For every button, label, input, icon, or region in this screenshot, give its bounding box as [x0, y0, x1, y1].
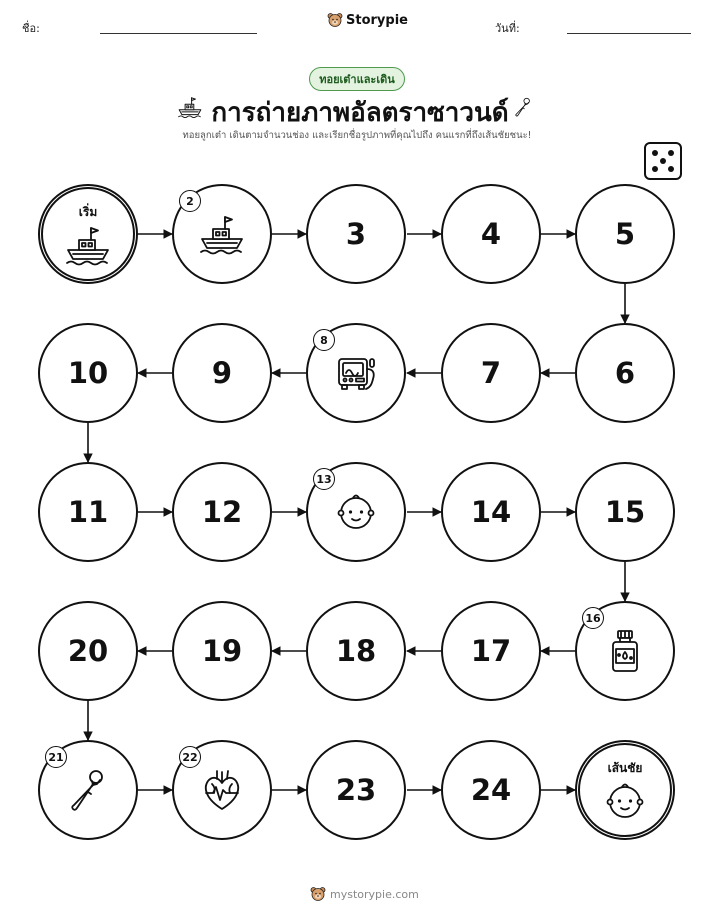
boat-icon: [198, 210, 246, 258]
cell-number: 16: [582, 607, 604, 629]
cell-2: [172, 184, 272, 284]
cell-number: 4: [480, 217, 502, 251]
cell-3: [306, 184, 406, 284]
cell-number: 13: [313, 468, 335, 490]
cell-number: 15: [604, 495, 646, 529]
cell-number: 21: [45, 746, 67, 768]
boat-title-icon: [176, 94, 204, 120]
cell-8: [306, 323, 406, 423]
cell-10: [38, 323, 138, 423]
bear-logo-icon: [327, 12, 343, 28]
cell-number: 7: [480, 356, 502, 390]
cell-number: 11: [67, 495, 109, 529]
ultrasound-probe-icon: [64, 766, 112, 814]
probe-title-icon: [512, 92, 534, 122]
footer-url: mystorypie.com: [330, 887, 419, 901]
cell-6: [575, 323, 675, 423]
date-field[interactable]: [567, 33, 691, 34]
cell-finish: [575, 740, 675, 840]
cell-number: 3: [345, 217, 367, 251]
cell-24: [441, 740, 541, 840]
cell-12: [172, 462, 272, 562]
cell-22: [172, 740, 272, 840]
bear-logo-icon: [310, 886, 326, 902]
brand-logo: [327, 12, 408, 28]
cell-18: [306, 601, 406, 701]
game-type-badge: ทอยเต๋าและเดิน: [309, 67, 405, 91]
cell-number: 19: [201, 634, 243, 668]
cell-number: 18: [335, 634, 377, 668]
footer: [310, 886, 419, 902]
cell-number: 12: [201, 495, 243, 529]
cell-23: [306, 740, 406, 840]
cell-17: [441, 601, 541, 701]
cell-5: [575, 184, 675, 284]
cell-number: 2: [179, 190, 201, 212]
cell-number: 20: [67, 634, 109, 668]
cell-number: 10: [67, 356, 109, 390]
cell-13: [306, 462, 406, 562]
name-field[interactable]: [100, 33, 257, 34]
cell-number: 5: [614, 217, 636, 251]
name-label: ชื่อ:: [22, 22, 40, 35]
cell-15: [575, 462, 675, 562]
cell-14: [441, 462, 541, 562]
baby-face-icon: [601, 777, 649, 825]
cell-21: [38, 740, 138, 840]
finish-label: เส้นชัย: [607, 761, 643, 775]
cell-20: [38, 601, 138, 701]
gel-bottle-icon: [601, 627, 649, 675]
cell-number: 6: [614, 356, 636, 390]
cell-19: [172, 601, 272, 701]
cell-start: [38, 184, 138, 284]
boat-icon: [64, 221, 112, 269]
dice-icon: [644, 142, 682, 180]
baby-face-icon: [332, 488, 380, 536]
ultrasound-machine-icon: [332, 349, 380, 397]
cell-4: [441, 184, 541, 284]
instructions: ทอยลูกเต๋า เดินตามจำนวนช่อง และเรียกชื่อรูปภาพที่คุณไปถึง คนแรกที่ถึงเส้นชัยชนะ!: [182, 130, 532, 141]
cell-number: 24: [470, 773, 512, 807]
cell-number: 23: [335, 773, 377, 807]
cell-7: [441, 323, 541, 423]
date-label: วันที่:: [495, 22, 520, 35]
cell-number: 22: [179, 746, 201, 768]
brand-name: Storypie: [346, 12, 408, 28]
cell-number: 14: [470, 495, 512, 529]
cell-9: [172, 323, 272, 423]
cell-number: 8: [313, 329, 335, 351]
start-label: เริ่ม: [78, 205, 98, 219]
heart-icon: [198, 766, 246, 814]
cell-16: [575, 601, 675, 701]
cell-number: 9: [211, 356, 233, 390]
cell-number: 17: [470, 634, 512, 668]
page-title: การถ่ายภาพอัลตราซาวนด์: [211, 98, 509, 128]
cell-11: [38, 462, 138, 562]
